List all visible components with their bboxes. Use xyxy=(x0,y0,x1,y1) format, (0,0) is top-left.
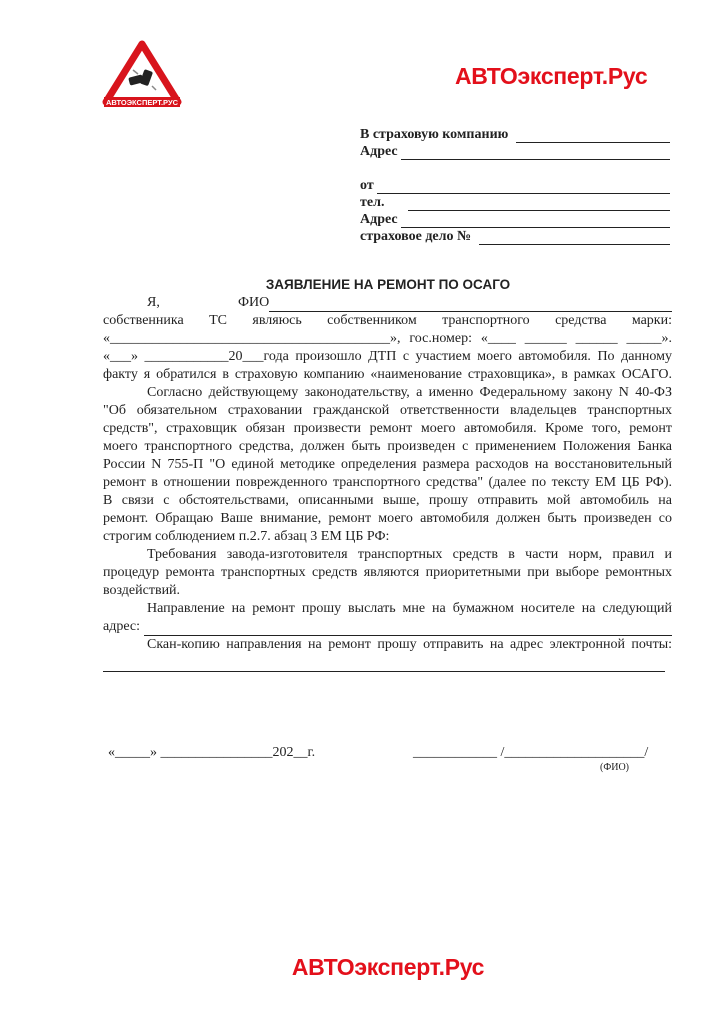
fio-label: ФИО xyxy=(238,295,270,310)
text-line: Скан-копию направления на ремонт прошу отправить на адрес электронной почты: xyxy=(147,637,672,652)
text-line: воздействий. xyxy=(103,583,181,598)
insurer-address-field[interactable] xyxy=(360,143,670,160)
text-line: процедур ремонта транспортных средств являются приоритетными при выборе ремонтных xyxy=(103,565,672,580)
document-body xyxy=(103,294,672,672)
text-line: собственника ТС являюсь собственником транспортного средства марки: xyxy=(103,313,672,328)
date-field[interactable]: «_____» ________________202__г. xyxy=(108,745,316,760)
text-line: факту я обратился в страховую компанию «наименование страховщика», в рамках ОСАГО. xyxy=(103,367,672,382)
text-line: Согласно действующему законодательству, а именно Федеральному закону N 40-ФЗ xyxy=(147,385,672,400)
logo xyxy=(102,40,182,110)
address-label: Адрес xyxy=(360,144,398,159)
text-line: ремонт. Обращаю Ваше внимание, ремонт моего автомобиля должен быть произведен со xyxy=(103,511,672,526)
text-line: «___» ____________20___года произошло ДТП с участием моего автомобиля. По данному xyxy=(103,349,672,364)
from-label: от xyxy=(360,178,374,193)
text-line: ремонт в отношении поврежденного транспортного средства" (далее по тексту ЕМ ЦБ РФ). xyxy=(103,475,672,490)
text-line: Требования завода-изготовителя транспортных средств в части норм, правил и xyxy=(147,547,672,562)
text-line: «________________________________________», гос.номер: «____ ______ ______ _____». xyxy=(103,331,672,346)
brand-footer: АВТОэксперт.Рус xyxy=(291,954,485,980)
fio-caption: (ФИО) xyxy=(600,762,630,773)
text-line: России N 755-П "О единой методике определения размера расходов на восстановительный xyxy=(103,457,672,472)
email-field[interactable] xyxy=(103,654,665,672)
text-line: строгим соблюдением п.2.7. абзац 3 ЕМ ЦБ РФ: xyxy=(103,529,390,544)
case-number-label: страховое дело № xyxy=(360,229,472,244)
address-label: Адрес xyxy=(360,212,398,227)
document-title: ЗАЯВЛЕНИЕ НА РЕМОНТ ПО ОСАГО xyxy=(265,277,511,292)
warning-triangle-car-crash-icon xyxy=(102,40,182,110)
insurer-label: В страховую компанию xyxy=(360,127,509,142)
logo-text: АВТОЭКСПЕРТ.РУС xyxy=(105,98,179,107)
i-label: Я, xyxy=(147,295,160,310)
signature-field[interactable]: ____________ /____________________/ xyxy=(413,745,649,760)
text-line: моего транспортного средства, должен быть произведен с применением Положения Банка xyxy=(103,439,672,454)
phone-field[interactable] xyxy=(360,194,670,211)
applicant-address-field[interactable] xyxy=(360,211,670,228)
postal-address-field[interactable] xyxy=(103,618,672,636)
case-number-field[interactable] xyxy=(360,228,670,245)
brand-title: АВТОэксперт.Рус xyxy=(455,63,648,89)
text-line: В связи с обстоятельствами, описанными выше, прошу отправить мой автомобиль на xyxy=(103,493,672,508)
fio-field[interactable] xyxy=(103,294,672,312)
addressee-block xyxy=(360,126,670,245)
from-field[interactable] xyxy=(360,177,670,194)
phone-label: тел. xyxy=(360,195,385,210)
text-line: Направление на ремонт прошу выслать мне на бумажном носителе на следующий xyxy=(147,601,672,616)
address-label: адрес: xyxy=(103,619,141,634)
text-line: средств", страховщик обязан произвести ремонт моего автомобиля. Кроме того, ремонт xyxy=(103,421,672,436)
text-line: "Об обязательном страховании гражданской ответственности владельцев транспортных xyxy=(103,403,672,418)
insurer-field[interactable] xyxy=(360,126,670,143)
